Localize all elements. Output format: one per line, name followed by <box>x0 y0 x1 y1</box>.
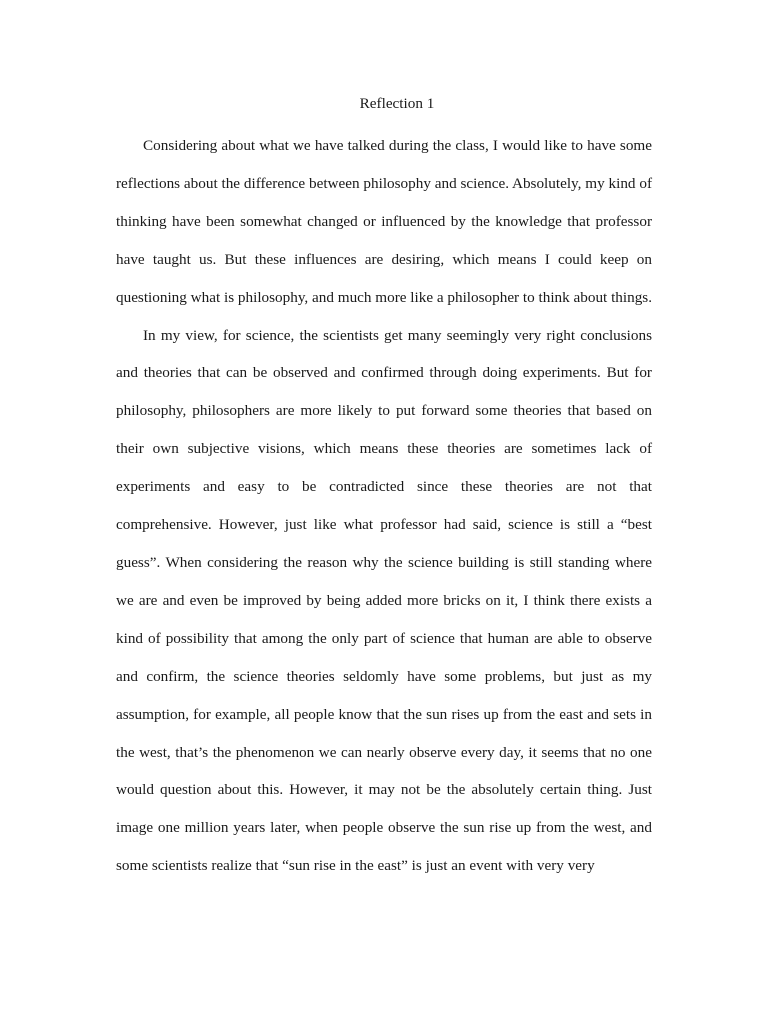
paragraph-2: In my view, for science, the scientists get many seemingly very right conclusions and theories that can be observed and confirmed through doing experiments. But for philosophy, philosophers are more likely to put forward some theories that based on their own subjective visions, which means these theories are sometimes lack of experiments and easy to be contradicted since these theories are not that comprehensive. However, just like what professor had said, science is still a “best guess”. When considering the reason why the science building is still standing where we are and even be improved by being added more bricks on it, I think there exists a kind of possibility that among the only part of science that human are able to observe and confirm, the science theories seldomly have some problems, but just as my assumption, for example, all people know that the sun rises up from the east and sets in the west, that’s the phenomenon we can nearly observe every day, it seems that no one would question about this. However, it may not be the absolutely certain thing. Just image one million years later, when people observe the sun rise up from the west, and some scientists realize that “sun rise in the east” is just an event with very very <box>116 326 652 875</box>
document-body <box>116 127 652 885</box>
document-title: Reflection 1 <box>359 95 435 112</box>
paragraph-1: Considering about what we have talked during the class, I would like to have some reflections about the difference between philosophy and science. Absolutely, my kind of thinking have been somewhat changed or influenced by the knowledge that professor have taught us. But these influences are desiring, which means I could keep on questioning what is philosophy, and much more like a philosopher to think about things. <box>116 137 653 306</box>
